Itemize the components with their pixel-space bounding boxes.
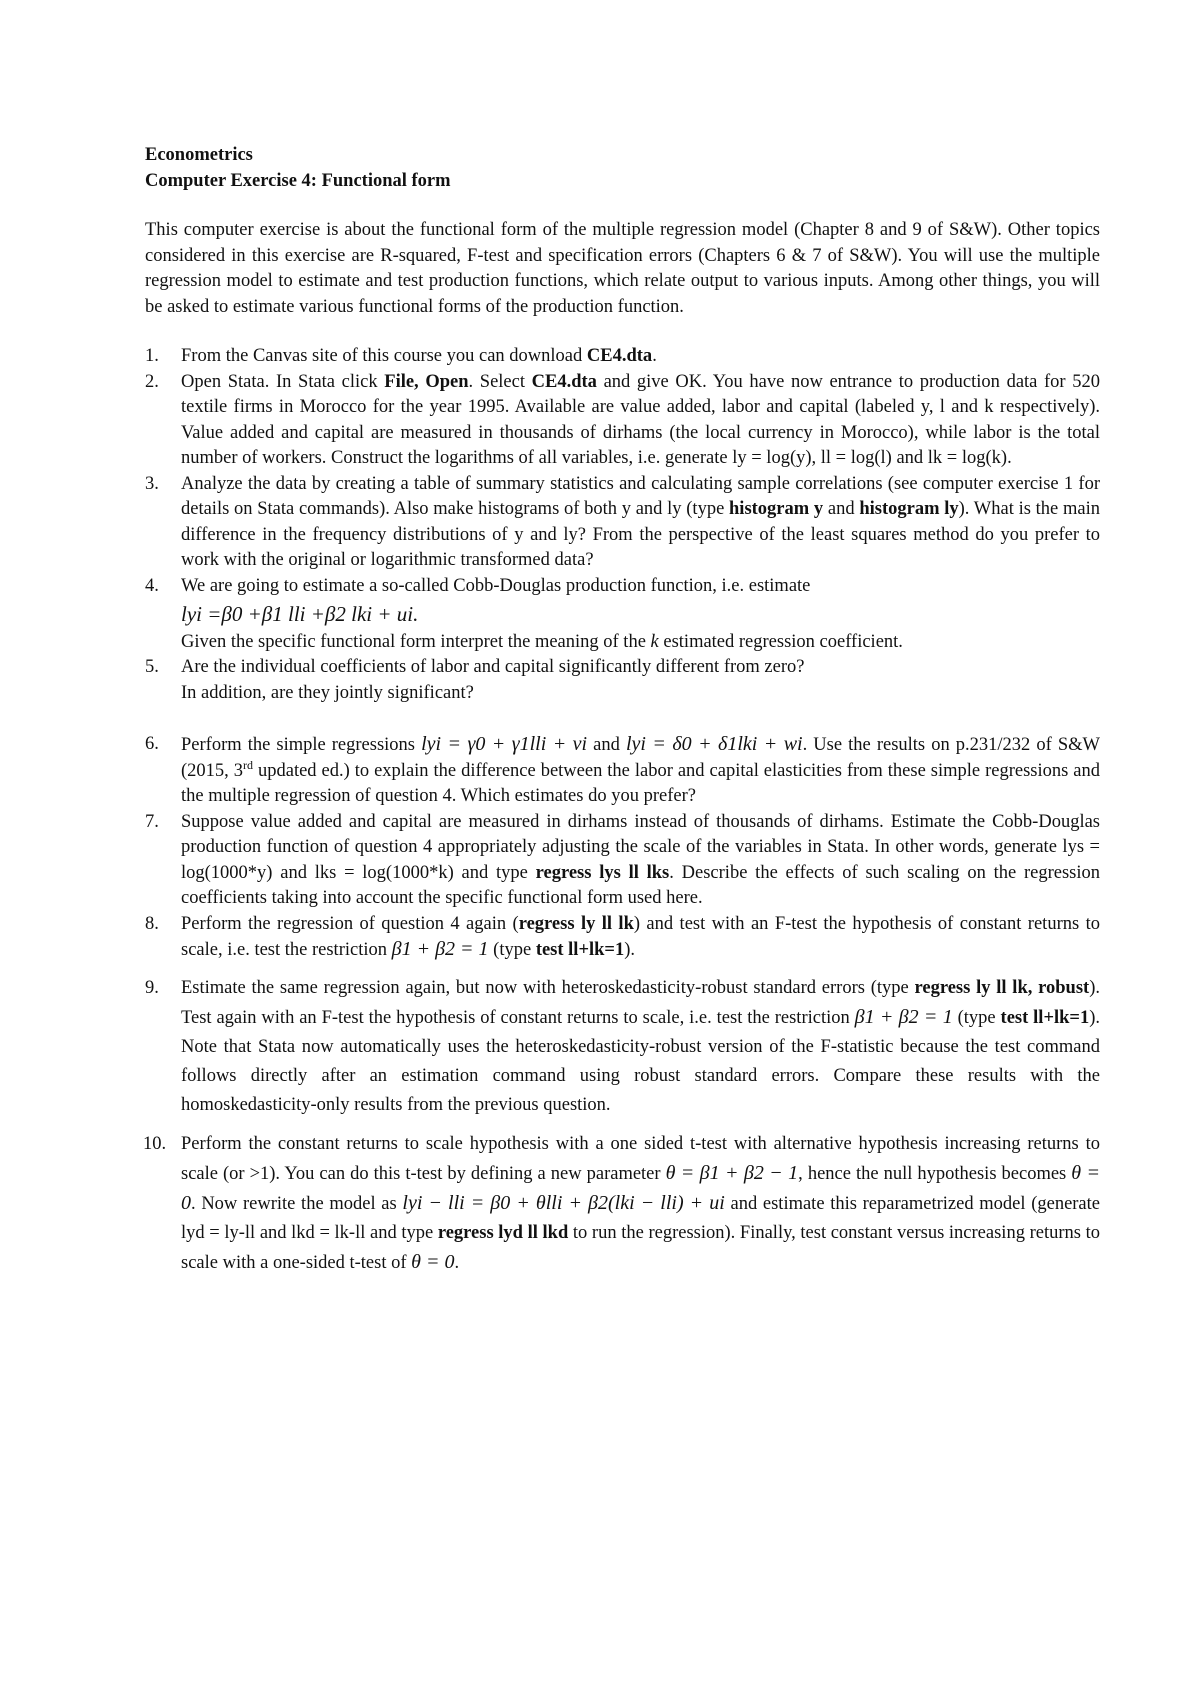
question-10	[145, 1130, 1100, 1278]
simple-regression-labor-equation: lyi = γ0 + γ1lli + vi	[421, 733, 588, 755]
q9-cmd2: test ll+lk=1	[1000, 1007, 1090, 1028]
question-number: 7.	[145, 811, 159, 832]
q8-cmd2: test ll+lk=1	[535, 940, 625, 960]
q9-text-d: ). Note that Stata now automatically uses the heteroskedasticity-robust version of the F-statistic because the test command follows directly after an estimation command using robust standard errors. Compare these results with the homoskedasticity-only results from the previous question.	[181, 1007, 1101, 1115]
q10-text-e: to run the regression). Finally, test constant versus increasing returns to scale with a one-sided t-test of	[181, 1222, 1100, 1273]
theta-test: θ = 0	[411, 1250, 455, 1273]
question-number: 1.	[145, 346, 159, 366]
reparametrized-model-equation: lyi − lli = β0 + θlli + β2(lki − lli) + ui	[402, 1191, 725, 1214]
q8-cmd1: regress ly ll lk	[518, 913, 634, 934]
question-8	[145, 912, 1100, 964]
constant-returns-restriction: β1 + β2 = 1	[391, 938, 489, 960]
question-9	[145, 974, 1100, 1120]
q3-text-b: and	[823, 499, 860, 519]
q8-text-c: (type	[488, 940, 536, 960]
q5-text-b: In addition, are they jointly significant?	[181, 682, 474, 703]
question-number: 4.	[145, 575, 159, 596]
question-number: 2.	[145, 371, 159, 392]
q3-text-c: ). What is the main difference in the frequency distributions of y and ly? From the perspective of the least squares method do you prefer to work with the original or logarithmic transformed data?	[181, 499, 1100, 570]
q6-text-c: updated ed.) to explain the difference between the labor and capital elasticities from these simple regressions and the multiple regression of question 4. Which estimates do you prefer?	[181, 760, 1100, 806]
constant-returns-restriction: β1 + β2 = 1	[854, 1005, 953, 1028]
q2-file: CE4.dta	[531, 371, 597, 392]
q3-text-a: Analyze the data by creating a table of summary statistics and calculating sample correlations (see computer exercise 1 for details on Stata commands). Also make histograms of both y and ly (type	[181, 473, 1100, 519]
q2-text-a: Open Stata. In Stata click	[181, 371, 385, 392]
q6-text-b: . Use the results on p.231/232 of S&W (2015, 3	[181, 735, 1100, 781]
q1-file: CE4.dta	[586, 346, 653, 366]
q8-text-d: ).	[624, 940, 636, 960]
q10-text-a: Perform the constant returns to scale hypothesis with a one sided t-test with alternative hypothesis increasing returns to scale (or >1). You can do this t-test by defining a new parameter	[181, 1133, 1100, 1184]
q4-k: k	[650, 631, 659, 652]
question-list	[145, 344, 1100, 1278]
q10-text-c: . Now rewrite the model as	[191, 1193, 403, 1214]
q5-text-a: Are the individual coefficients of labor and capital significantly different from zero?	[181, 657, 805, 677]
q9-text-b: ). Test again with an F-test the hypothesis of constant returns to scale, i.e. test the restriction	[181, 977, 1100, 1028]
q9-cmd1: regress ly ll lk, robust	[914, 977, 1090, 998]
question-number: 6.	[145, 734, 159, 754]
question-4	[145, 574, 1100, 656]
q9-text-c: (type	[952, 1007, 1001, 1028]
q2-menu: File, Open	[384, 371, 469, 392]
exercise-title: Computer Exercise 4: Functional form	[145, 170, 451, 191]
q8-text-b: ) and test with an F-test the hypothesis of constant returns to scale, i.e. test the restriction	[181, 913, 1100, 960]
q10-text-f: .	[454, 1252, 460, 1273]
q9-text-a: Estimate the same regression again, but now with heteroskedasticity-robust standard errors (type	[181, 977, 915, 998]
q2-text-b: . Select	[468, 371, 532, 392]
question-2	[145, 370, 1100, 472]
q4-text-c: estimated regression coefficient.	[658, 631, 903, 652]
null-hypothesis: θ = 0	[181, 1161, 1100, 1214]
question-3	[145, 472, 1100, 574]
q1-text-b: .	[652, 346, 657, 366]
q6-text-and: and	[587, 735, 626, 755]
question-number: 5.	[145, 657, 159, 677]
q10-cmd: regress lyd ll lkd	[437, 1222, 569, 1243]
question-1	[145, 344, 1100, 370]
question-6	[145, 732, 1100, 810]
q2-text-c: and give OK. You have now entrance to production data for 520 textile firms in Morocco for the year 1995. Available are value added, labor and capital (labeled y, l and k respectively). Value added and capital are measured in thousands of dirhams (the local currency in Morocco), while labor is the total number of workers. Construct the logarithms of all variables, i.e. generate ly = log(y), ll = log(l) and lk = log(k).	[181, 371, 1100, 468]
q7-text-a: Suppose value added and capital are measured in dirhams instead of thousands of dirhams. Estimate the Cobb-Douglas production function of question 4 appropriately adjusting the scale of the variables in Stata. In other words, generate lys = log(1000*y) and lks = log(1000*k) and type	[181, 811, 1100, 883]
document-page	[145, 143, 1100, 1278]
question-number: 3.	[145, 473, 159, 494]
q8-text-a: Perform the regression of question 4 again (	[181, 913, 519, 934]
theta-definition: θ = β1 + β2 − 1	[665, 1161, 799, 1184]
q10-text-b: , hence the null hypothesis becomes	[798, 1163, 1072, 1184]
simple-regression-capital-equation: lyi = δ0 + δ1lki + wi	[625, 733, 803, 755]
q1-text-a: From the Canvas site of this course you can download	[181, 346, 587, 366]
intro-paragraph: This computer exercise is about the functional form of the multiple regression model (Chapter 8 and 9 of S&W). Other topics considered in this exercise are R-squared, F-test and specification errors (Chapters 6 & 7 of S&W). You will use the multiple regression model to estimate and test production functions, which relate output to various inputs. Among other things, you will be asked to estimate various functional forms of the production function.	[145, 220, 1100, 317]
q10-text-d: and estimate this reparametrized model (generate lyd = ly-ll and lkd = lk-ll and type	[181, 1193, 1100, 1243]
cobb-douglas-equation: lyi =β0 +β1 lli +β2 lki + ui.	[181, 602, 419, 626]
question-number: 10.	[143, 1133, 167, 1154]
q4-text-b: Given the specific functional form interpret the meaning of the	[181, 631, 651, 652]
question-number: 8.	[145, 913, 159, 934]
q6-sup: rd	[243, 757, 254, 772]
q3-cmd1: histogram y	[729, 499, 824, 519]
q3-cmd2: histogram ly	[859, 499, 959, 519]
q7-cmd: regress lys ll lks	[535, 862, 670, 883]
question-7	[145, 810, 1100, 912]
question-number: 9.	[145, 977, 159, 998]
q7-text-b: . Describe the effects of such scaling on the regression coefficients taking into account the specific functional form used here.	[181, 862, 1100, 908]
course-title: Econometrics	[145, 145, 253, 165]
q6-text-a: Perform the simple regressions	[181, 735, 422, 755]
q4-text-a: We are going to estimate a so-called Cobb-Douglas production function, i.e. estimate	[181, 575, 811, 596]
question-5	[145, 655, 1100, 706]
